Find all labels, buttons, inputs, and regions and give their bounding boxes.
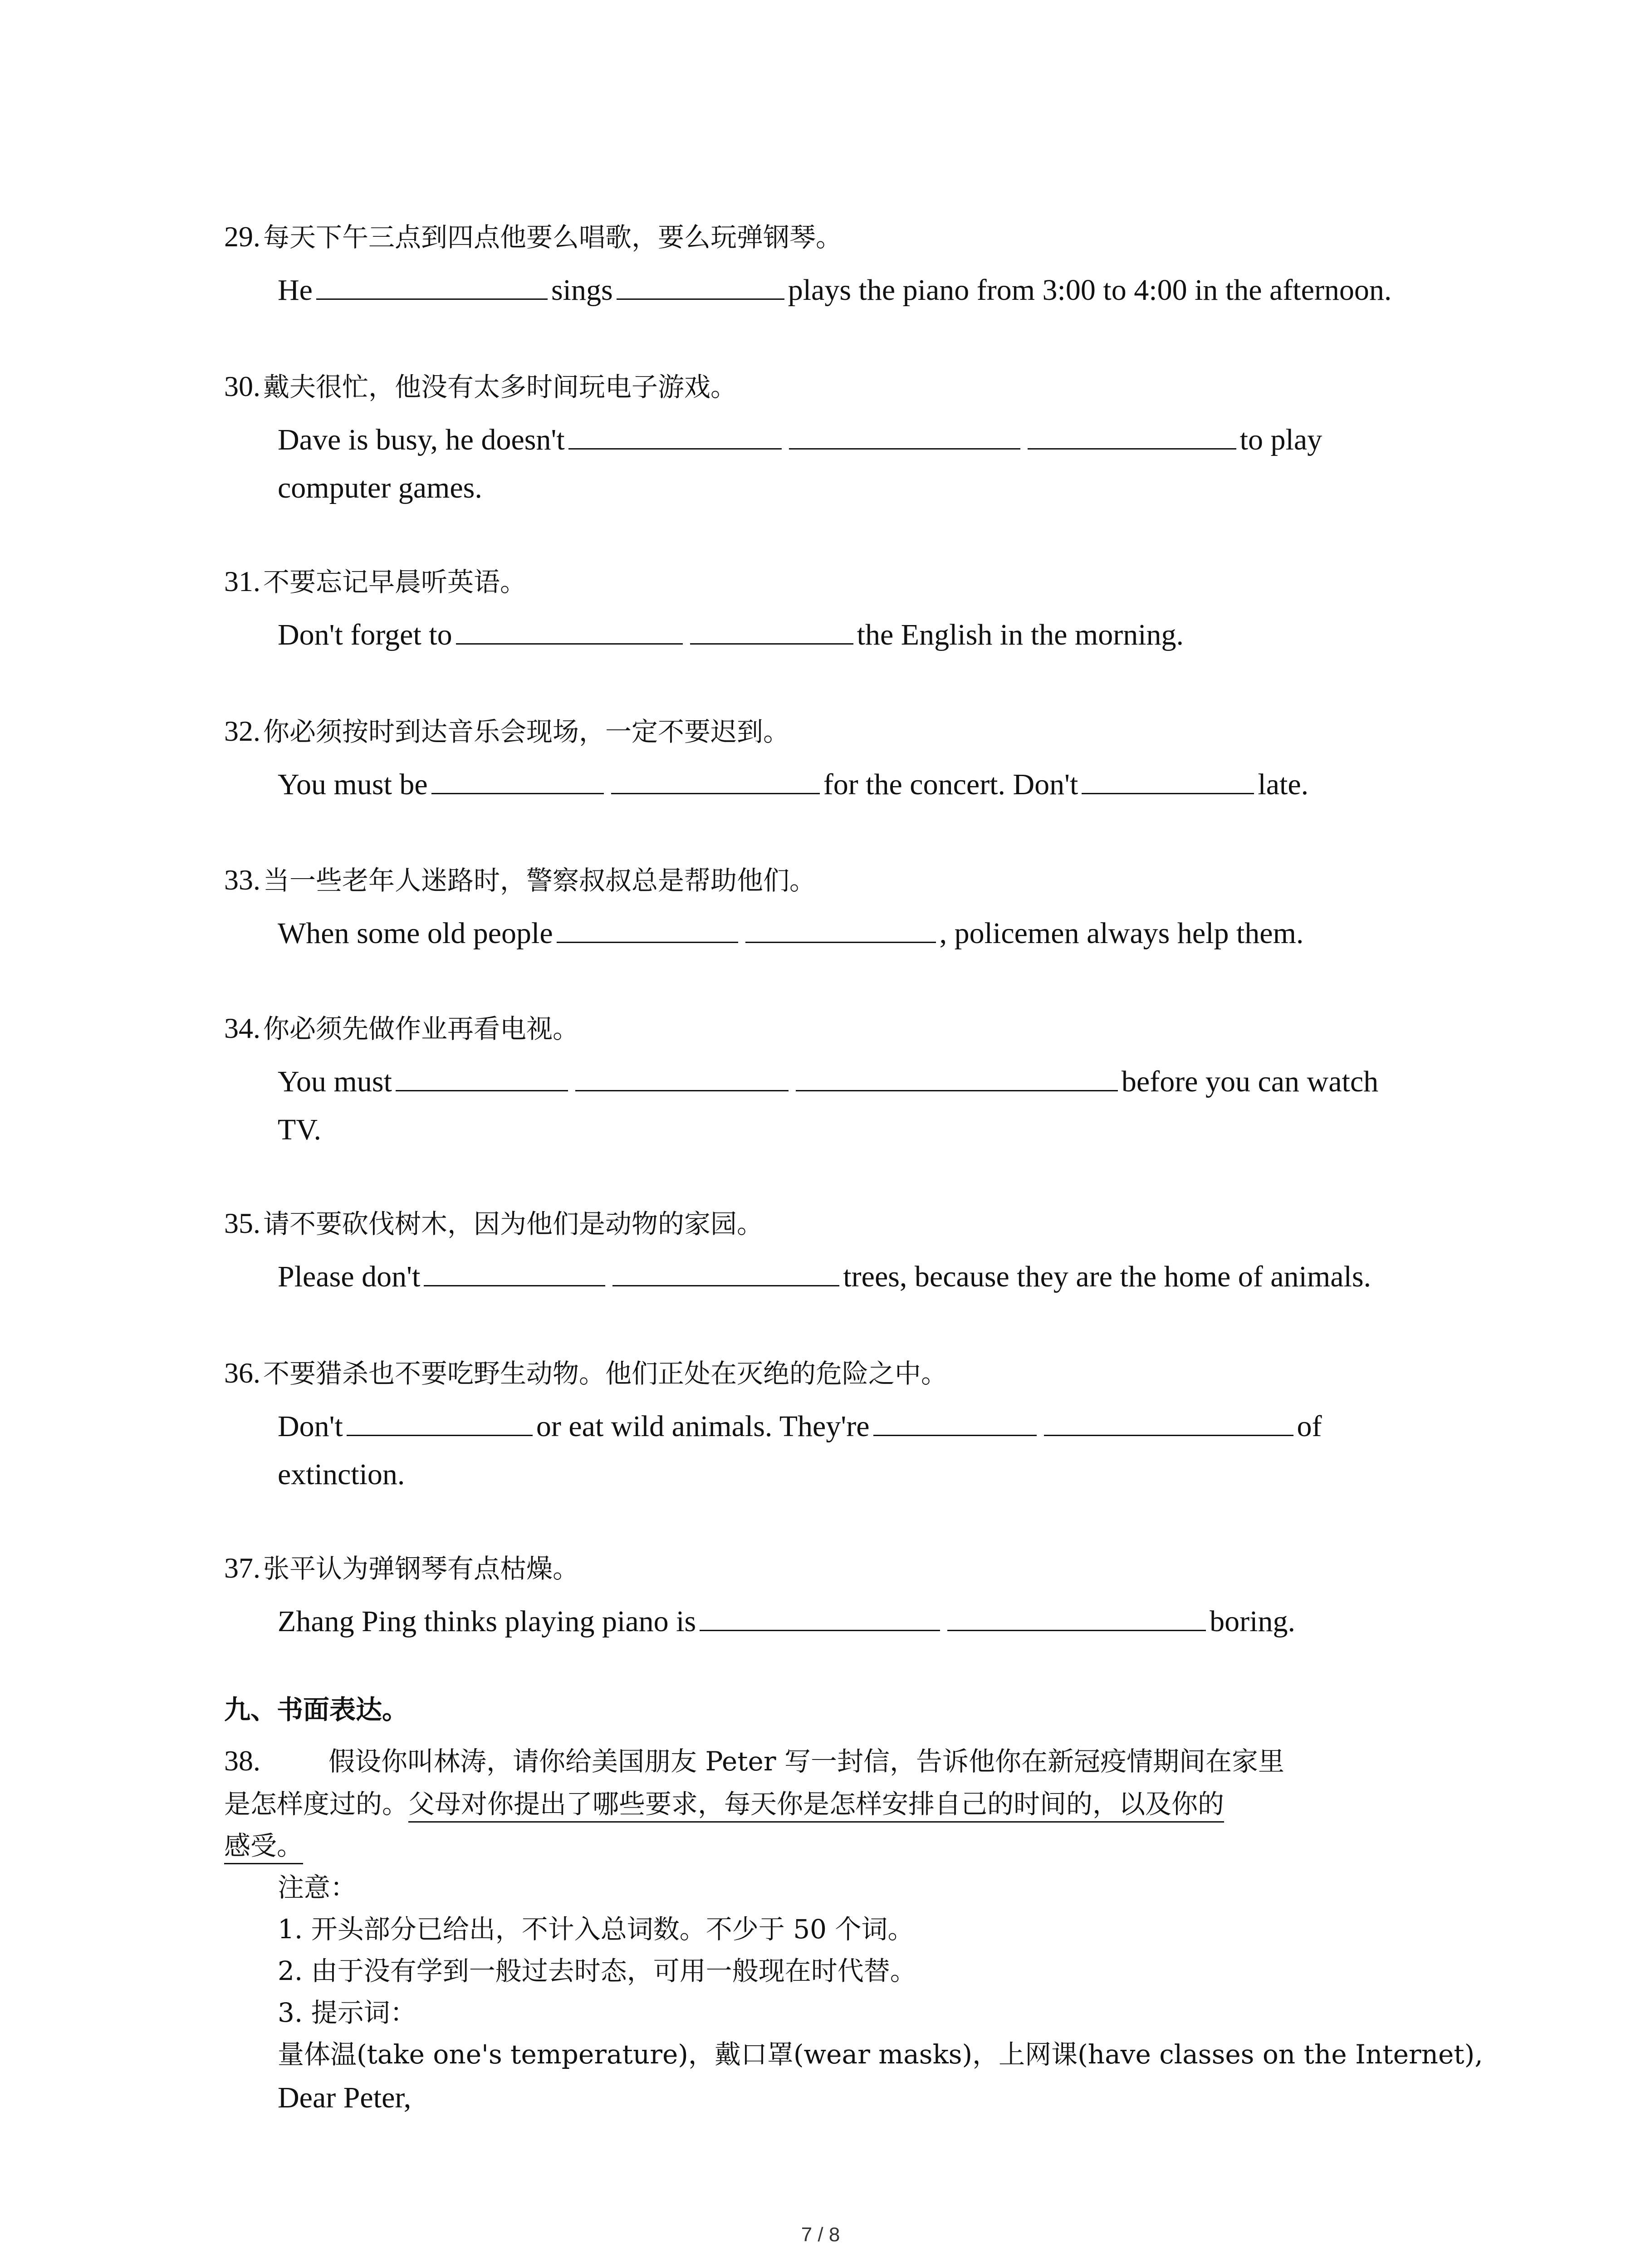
answer-blank[interactable] xyxy=(557,915,738,943)
sentence-text: plays the piano from 3:00 to 4:00 in the afternoon. xyxy=(788,274,1392,307)
hint-words: 量体温(take one's temperature)，戴口罩(wear masks)，上网课(have classes on the Internet), xyxy=(278,2039,1483,2070)
question-31 xyxy=(224,567,1449,650)
note-item: 3. 提示词： xyxy=(278,1997,416,2028)
sentence-text: trees, because they are the home of animals. xyxy=(843,1260,1372,1293)
question-number: 31. xyxy=(224,565,260,597)
question-36 xyxy=(224,1359,1449,1490)
sentence-text: of xyxy=(1297,1410,1322,1443)
note-item: 1. 开头部分已给出，不计入总词数。不少于 50 个词。 xyxy=(278,1914,914,1945)
answer-blank[interactable] xyxy=(456,617,683,645)
sentence-continuation: computer games. xyxy=(278,471,482,504)
question-number: 32. xyxy=(224,715,260,747)
answer-blank[interactable] xyxy=(424,1259,605,1286)
answer-blank[interactable] xyxy=(745,915,936,943)
sentence-text: sings xyxy=(551,274,613,307)
question-37 xyxy=(224,1554,1449,1637)
answer-blank[interactable] xyxy=(611,767,820,794)
question-30 xyxy=(224,372,1449,503)
question-29 xyxy=(224,222,1449,305)
page-number: 7 / 8 xyxy=(801,2224,840,2246)
sentence-text: to play xyxy=(1239,423,1323,456)
question-35 xyxy=(224,1209,1449,1292)
sentence-text: Don't forget to xyxy=(278,618,452,651)
sentence-text: You must be xyxy=(278,768,428,801)
sentence-text: the English in the morning. xyxy=(857,618,1184,651)
question-chinese: 不要忘记早晨听英语。 xyxy=(263,567,527,597)
question-chinese: 你必须按时到达音乐会现场，一定不要迟到。 xyxy=(263,716,790,747)
note-title: 注意： xyxy=(278,1872,357,1903)
question-chinese: 当一些老年人迷路时，警察叔叔总是帮助他们。 xyxy=(263,865,816,896)
question-number: 38. xyxy=(224,1745,260,1777)
answer-blank[interactable] xyxy=(316,272,548,300)
answer-blank[interactable] xyxy=(617,272,784,300)
section-heading: 九、书面表达。 xyxy=(224,1694,409,1725)
sentence-text: Zhang Ping thinks playing piano is xyxy=(278,1605,696,1638)
answer-blank[interactable] xyxy=(796,1064,1118,1091)
answer-blank[interactable] xyxy=(612,1259,839,1286)
essay-prompt-line: 假设你叫林涛，请你给美国朋友 Peter 写一封信，告诉他你在新冠疫情期间在家里 xyxy=(328,1746,1284,1777)
answer-blank[interactable] xyxy=(947,1603,1206,1631)
answer-blank[interactable] xyxy=(568,422,782,450)
essay-prompt-underlined: 父母对你提出了哪些要求，每天你是怎样安排自己的时间的，以及你的 xyxy=(408,1789,1224,1823)
question-number: 36. xyxy=(224,1357,260,1389)
answer-blank[interactable] xyxy=(690,617,853,645)
sentence-text: boring. xyxy=(1210,1605,1295,1638)
question-chinese: 你必须先做作业再看电视。 xyxy=(263,1013,579,1044)
answer-blank[interactable] xyxy=(431,767,604,794)
answer-blank[interactable] xyxy=(789,422,1020,450)
question-34 xyxy=(224,1014,1449,1145)
question-32 xyxy=(224,717,1449,800)
answer-blank[interactable] xyxy=(575,1064,789,1091)
question-number: 30. xyxy=(224,370,260,402)
letter-greeting: Dear Peter, xyxy=(278,2081,411,2114)
sentence-text: , policemen always help them. xyxy=(939,917,1304,950)
sentence-continuation: TV. xyxy=(278,1113,321,1146)
essay-prompt-line: 是怎样度过的。 xyxy=(224,1789,409,1819)
answer-blank[interactable] xyxy=(1044,1408,1293,1436)
note-item: 2. 由于没有学到一般过去时态，可用一般现在时代替。 xyxy=(278,1955,916,1986)
sentence-text: for the concert. Don't xyxy=(823,768,1078,801)
sentence-text: Please don't xyxy=(278,1260,421,1293)
question-number: 37. xyxy=(224,1552,260,1584)
sentence-text: late. xyxy=(1258,768,1309,801)
answer-blank[interactable] xyxy=(873,1408,1037,1436)
answer-blank[interactable] xyxy=(396,1064,568,1091)
sentence-text: or eat wild animals. They're xyxy=(536,1410,870,1443)
question-chinese: 不要猎杀也不要吃野生动物。他们正处在灭绝的危险之中。 xyxy=(263,1358,948,1389)
answer-blank[interactable] xyxy=(1028,422,1236,450)
answer-blank[interactable] xyxy=(347,1408,533,1436)
question-chinese: 请不要砍伐树木，因为他们是动物的家园。 xyxy=(263,1208,764,1239)
question-number: 29. xyxy=(224,220,260,253)
question-chinese: 张平认为弹钢琴有点枯燥。 xyxy=(263,1553,579,1584)
question-number: 34. xyxy=(224,1012,260,1044)
question-33 xyxy=(224,865,1449,948)
question-number: 33. xyxy=(224,864,260,896)
sentence-text: He xyxy=(278,274,313,307)
question-38 xyxy=(224,1745,1483,2128)
sentence-text: Don't xyxy=(278,1410,343,1443)
sentence-text: When some old people xyxy=(278,917,553,950)
sentence-text: before you can watch xyxy=(1121,1065,1379,1098)
sentence-text: Dave is busy, he doesn't xyxy=(278,423,565,456)
essay-prompt-underlined: 感受。 xyxy=(224,1830,303,1864)
sentence-text: You must xyxy=(278,1065,392,1098)
answer-blank[interactable] xyxy=(700,1603,940,1631)
answer-blank[interactable] xyxy=(1082,767,1254,794)
question-number: 35. xyxy=(224,1207,260,1239)
question-chinese: 戴夫很忙，他没有太多时间玩电子游戏。 xyxy=(263,371,737,402)
question-chinese: 每天下午三点到四点他要么唱歌，要么玩弹钢琴。 xyxy=(263,222,843,253)
sentence-continuation: extinction. xyxy=(278,1458,405,1491)
